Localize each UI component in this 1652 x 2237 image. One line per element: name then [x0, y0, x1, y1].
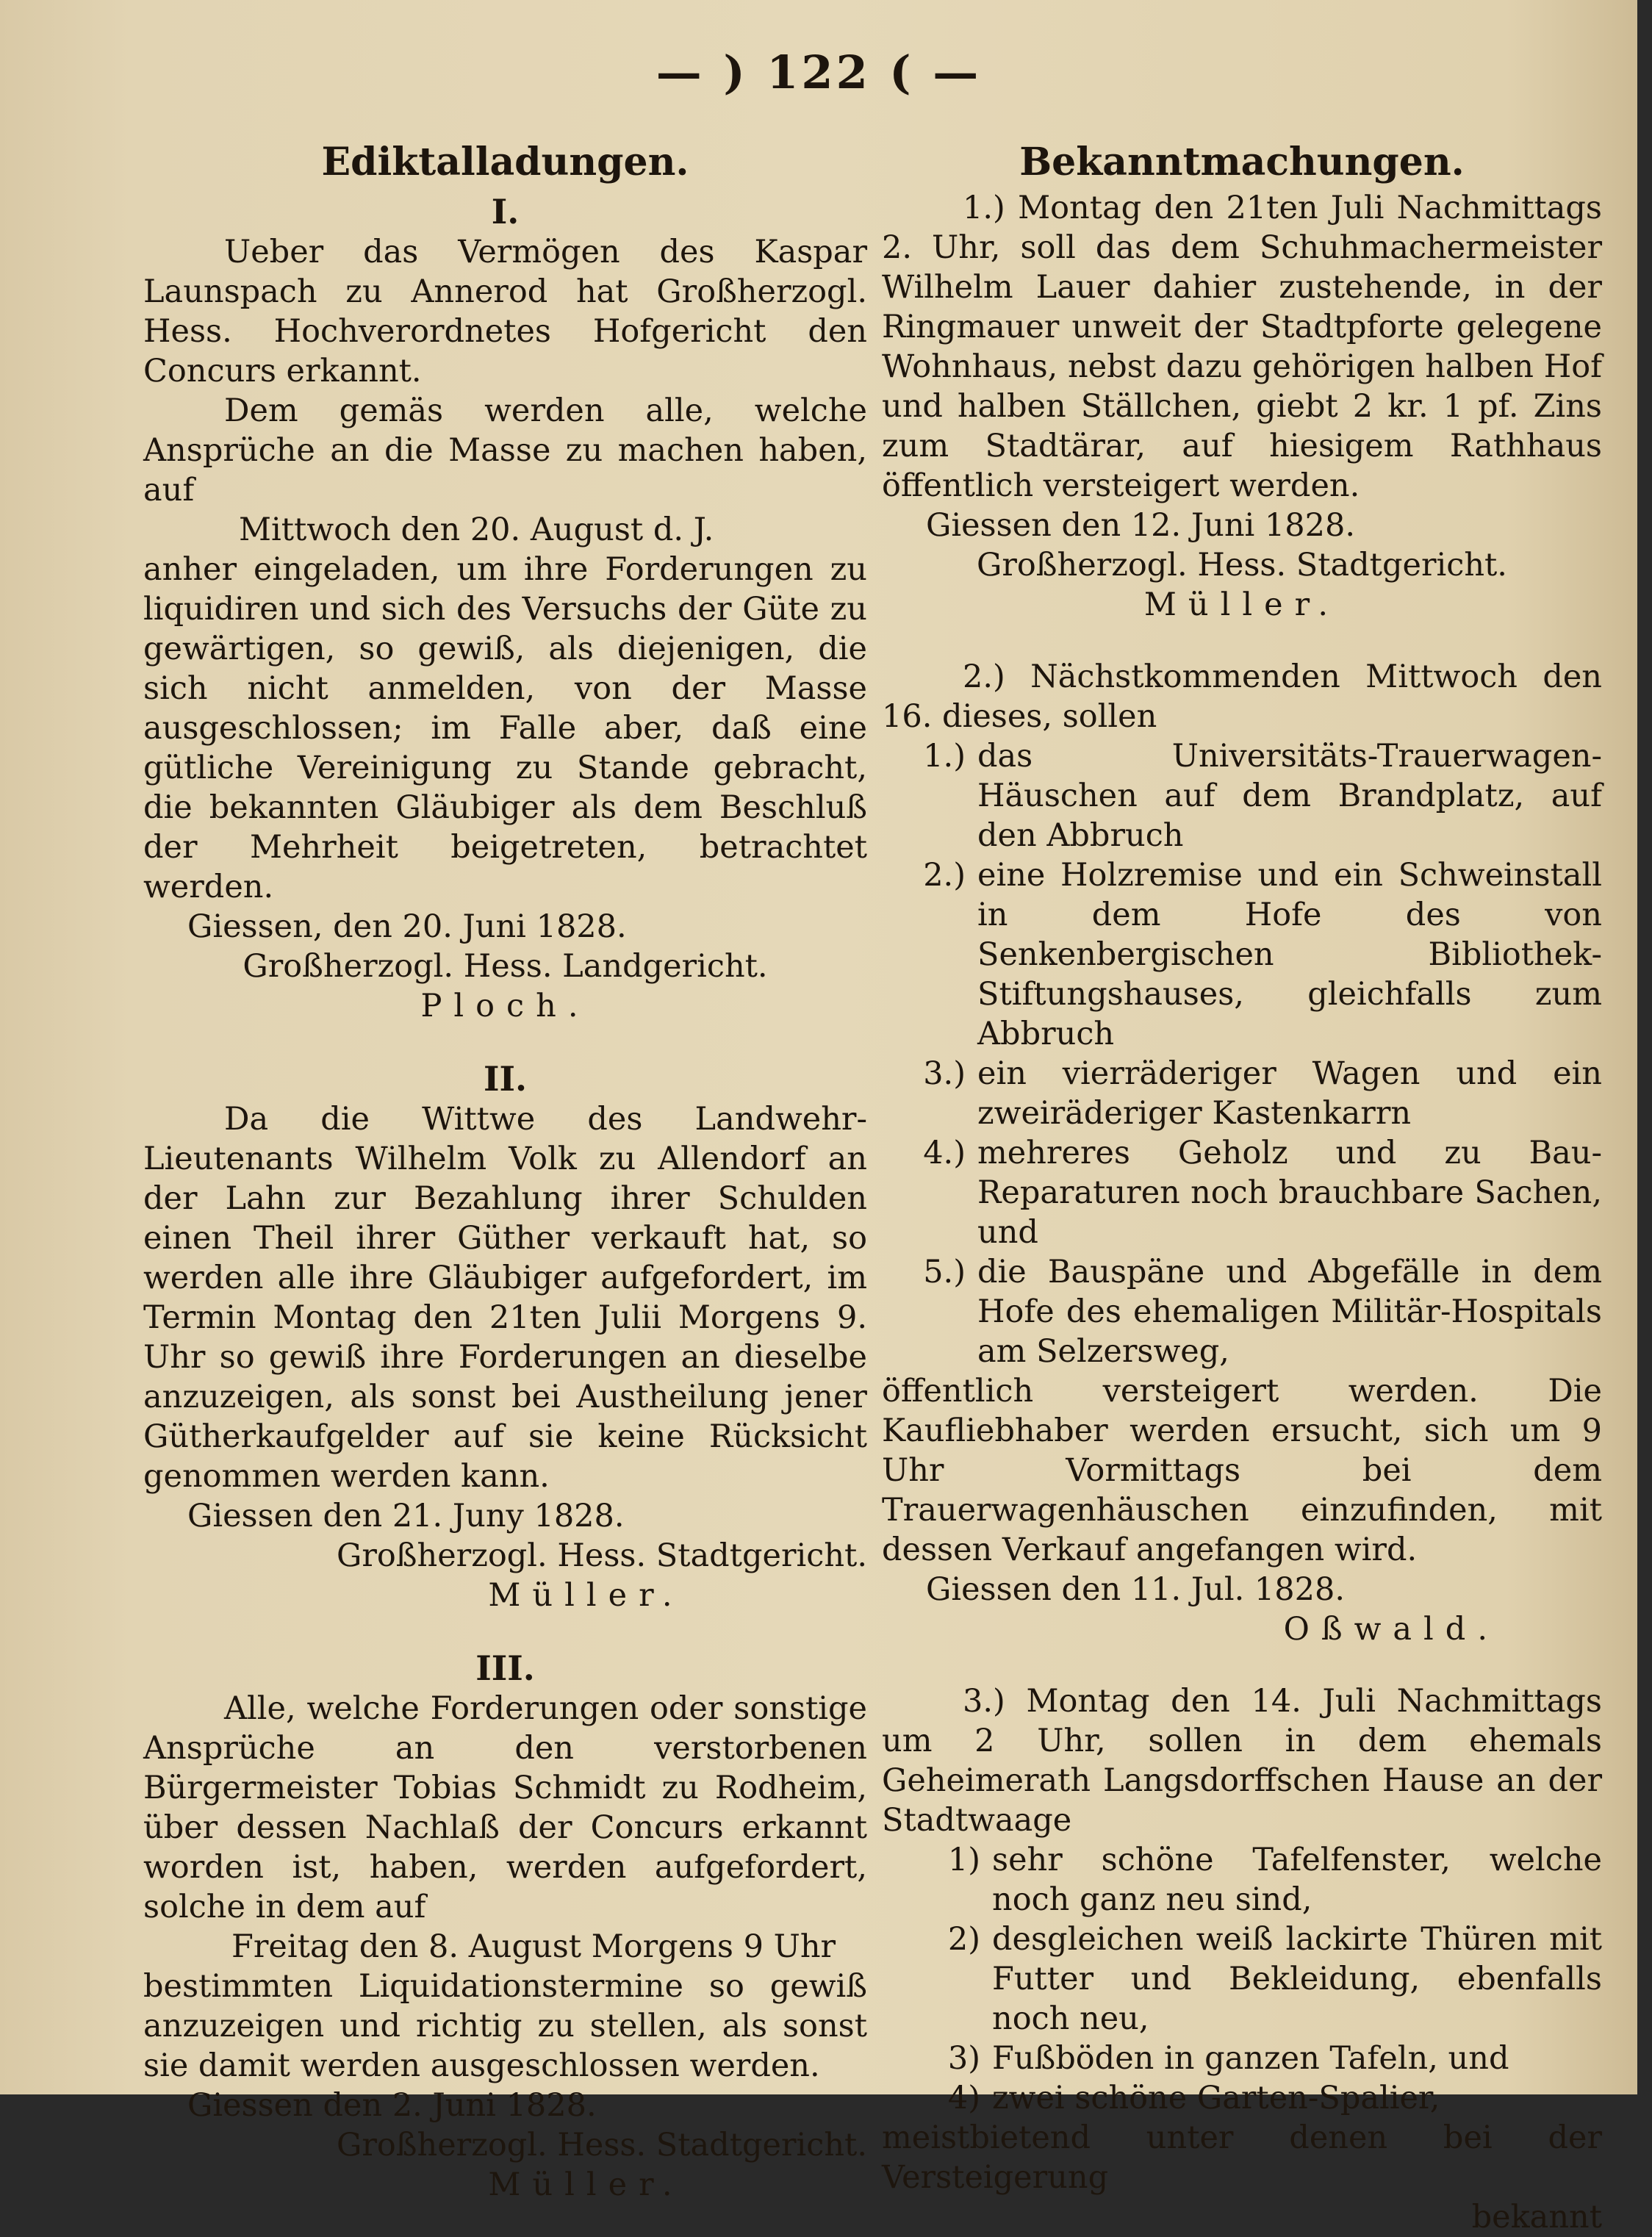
section-numeral: I.	[491, 192, 520, 231]
signer-name: Ploch.	[420, 988, 590, 1024]
date-line: Giessen den 12. Juni 1828.	[926, 507, 1356, 544]
list-item: 4) zwei schöne Garten-Spalier,	[947, 2080, 1440, 2116]
court-name: Großherzogl. Hess. Stadtgericht.	[337, 1537, 867, 1574]
left-column	[143, 132, 867, 2237]
edictal-summons-heading: Ediktalladungen.	[321, 140, 689, 184]
list-item: 2.) eine Holzremise und ein Schweinstall in dem Hofe des von Senkenbergischen Bibliothek-Stiftungshauses, gleichfalls zum Abbruch	[923, 857, 1602, 1052]
list-item: 5.) die Bauspäne und Abgefälle in dem Hofe des ehemaligen Militär-Hospitals am Selzersweg,	[923, 1254, 1602, 1370]
announcement-paragraph: meistbietend unter denen bei der Versteigerung	[882, 2119, 1602, 2196]
announcement-paragraph: öffentlich versteigert werden. Die Kaufliebhaber werden ersucht, sich um 9 Uhr Vormittags bei dem Trauerwagenhäuschen einzufinden, mit dessen Verkauf angefangen wird.	[882, 1373, 1602, 1568]
section-paragraph: bestimmten Liquidationstermine so gewiß anzuzeigen und richtig zu stellen, als sonst sie damit werden ausgeschlossen werden.	[143, 1968, 867, 2084]
date-line: Giessen den 2. Juni 1828.	[187, 2087, 597, 2124]
date-line: Giessen den 11. Jul. 1828.	[926, 1571, 1346, 1608]
list-item: 2) desgleichen weiß lackirte Thüren mit Futter und Bekleidung, ebenfalls noch neu,	[947, 1921, 1602, 2037]
section-numeral: III.	[475, 1648, 535, 1688]
section-paragraph: anher eingeladen, um ihre Forderungen zu liquidiren und sich des Versuchs der Güte zu gewärtigen, so gewiß, als diejenigen, die sich nicht anmelden, von der Masse ausgeschlossen; im Falle aber, daß eine gütliche Vereinigung zu Stande gebracht, die bekannten Gläubiger als dem Beschluß der Mehrheit beigetreten, betrachtet werden.	[143, 551, 867, 905]
signer-name: Müller.	[488, 2166, 684, 2203]
announcement-paragraph: 3.) Montag den 14. Juli Nachmittags um 2 Uhr, sollen in dem ehemals Geheimerath Langsdorffschen Hause an der Stadtwaage	[882, 1683, 1602, 1839]
date-line: Giessen den 21. Juny 1828.	[187, 1498, 625, 1534]
section-numeral: II.	[483, 1059, 528, 1099]
date-line: Giessen, den 20. Juni 1828.	[187, 908, 627, 945]
list-item: 1) sehr schöne Tafelfenster, welche noch ganz neu sind,	[947, 1842, 1602, 1918]
appointment-date: Mittwoch den 20. August d. J.	[239, 511, 714, 548]
court-name: Großherzogl. Hess. Stadtgericht.	[977, 547, 1507, 584]
catchword: bekannt	[1471, 2199, 1602, 2236]
court-name: Großherzogl. Hess. Stadtgericht.	[337, 2127, 867, 2164]
announcement-paragraph: 2.) Nächstkommenden Mittwoch den 16. dieses, sollen	[882, 658, 1602, 735]
announcements-heading: Bekanntmachungen.	[1019, 140, 1465, 184]
signer-name: Müller.	[1143, 586, 1340, 623]
section-paragraph: Alle, welche Forderungen oder sonstige Ansprüche an den verstorbenen Bürgermeister Tobias Schmidt zu Rodheim, über dessen Nachlaß der Concurs erkannt worden ist, haben, werden aufgefordert, solche in dem auf	[143, 1690, 867, 1925]
section-paragraph: Da die Wittwe des Landwehr-Lieutenants Wilhelm Volk zu Allendorf an der Lahn zur Bezahlung ihrer Schulden einen Theil ihrer Güther verkauft hat, so werden alle ihre Gläubiger aufgefordert, im Termin Montag den 21ten Julii Morgens 9. Uhr so gewiß ihre Forderungen an dieselbe anzuzeigen, als sonst bei Austheilung jener Gütherkaufgelder auf sie keine Rücksicht genommen werden kann.	[143, 1101, 867, 1495]
auction-items-list	[882, 736, 1602, 1371]
page-number: — ) 122 ( —	[656, 46, 982, 99]
sale-items-list	[882, 1840, 1602, 2118]
list-item: 1.) das Universitäts-Trauerwagen-Häuschen auf dem Brandplatz, auf den Abbruch	[923, 738, 1602, 854]
list-item: 3.) ein vierräderiger Wagen und ein zweiräderiger Kastenkarrn	[923, 1055, 1602, 1132]
list-item: 3) Fußböden in ganzen Tafeln, und	[947, 2040, 1509, 2077]
section-paragraph: Dem gemäs werden alle, welche Ansprüche an die Masse zu machen haben, auf	[143, 392, 867, 509]
list-item: 4.) mehreres Geholz und zu Bau-Reparaturen noch brauchbare Sachen, und	[923, 1135, 1602, 1251]
court-name: Großherzogl. Hess. Landgericht.	[243, 948, 768, 985]
right-column	[882, 132, 1602, 2237]
announcement-paragraph: 1.) Montag den 21ten Juli Nachmittags 2. Uhr, soll das dem Schuhmachermeister Wilhelm Lauer dahier zustehende, in der Ringmauer unweit der Stadtpforte gelegene Wohnhaus, nebst dazu gehörigen halben Hof und halben Ställchen, giebt 2 kr. 1 pf. Zins zum Stadtärar, auf hiesigem Rathhaus öffentlich versteigert werden.	[882, 190, 1602, 504]
signer-name: Müller.	[488, 1577, 684, 1614]
section-paragraph: Ueber das Vermögen des Kaspar Launspach zu Annerod hat Großherzogl. Hess. Hochverordnetes Hofgericht den Concurs erkannt.	[143, 234, 867, 389]
signer-name: Oßwald.	[1283, 1611, 1499, 1648]
appointment-date: Freitag den 8. August Morgens 9 Uhr	[231, 1928, 836, 1965]
